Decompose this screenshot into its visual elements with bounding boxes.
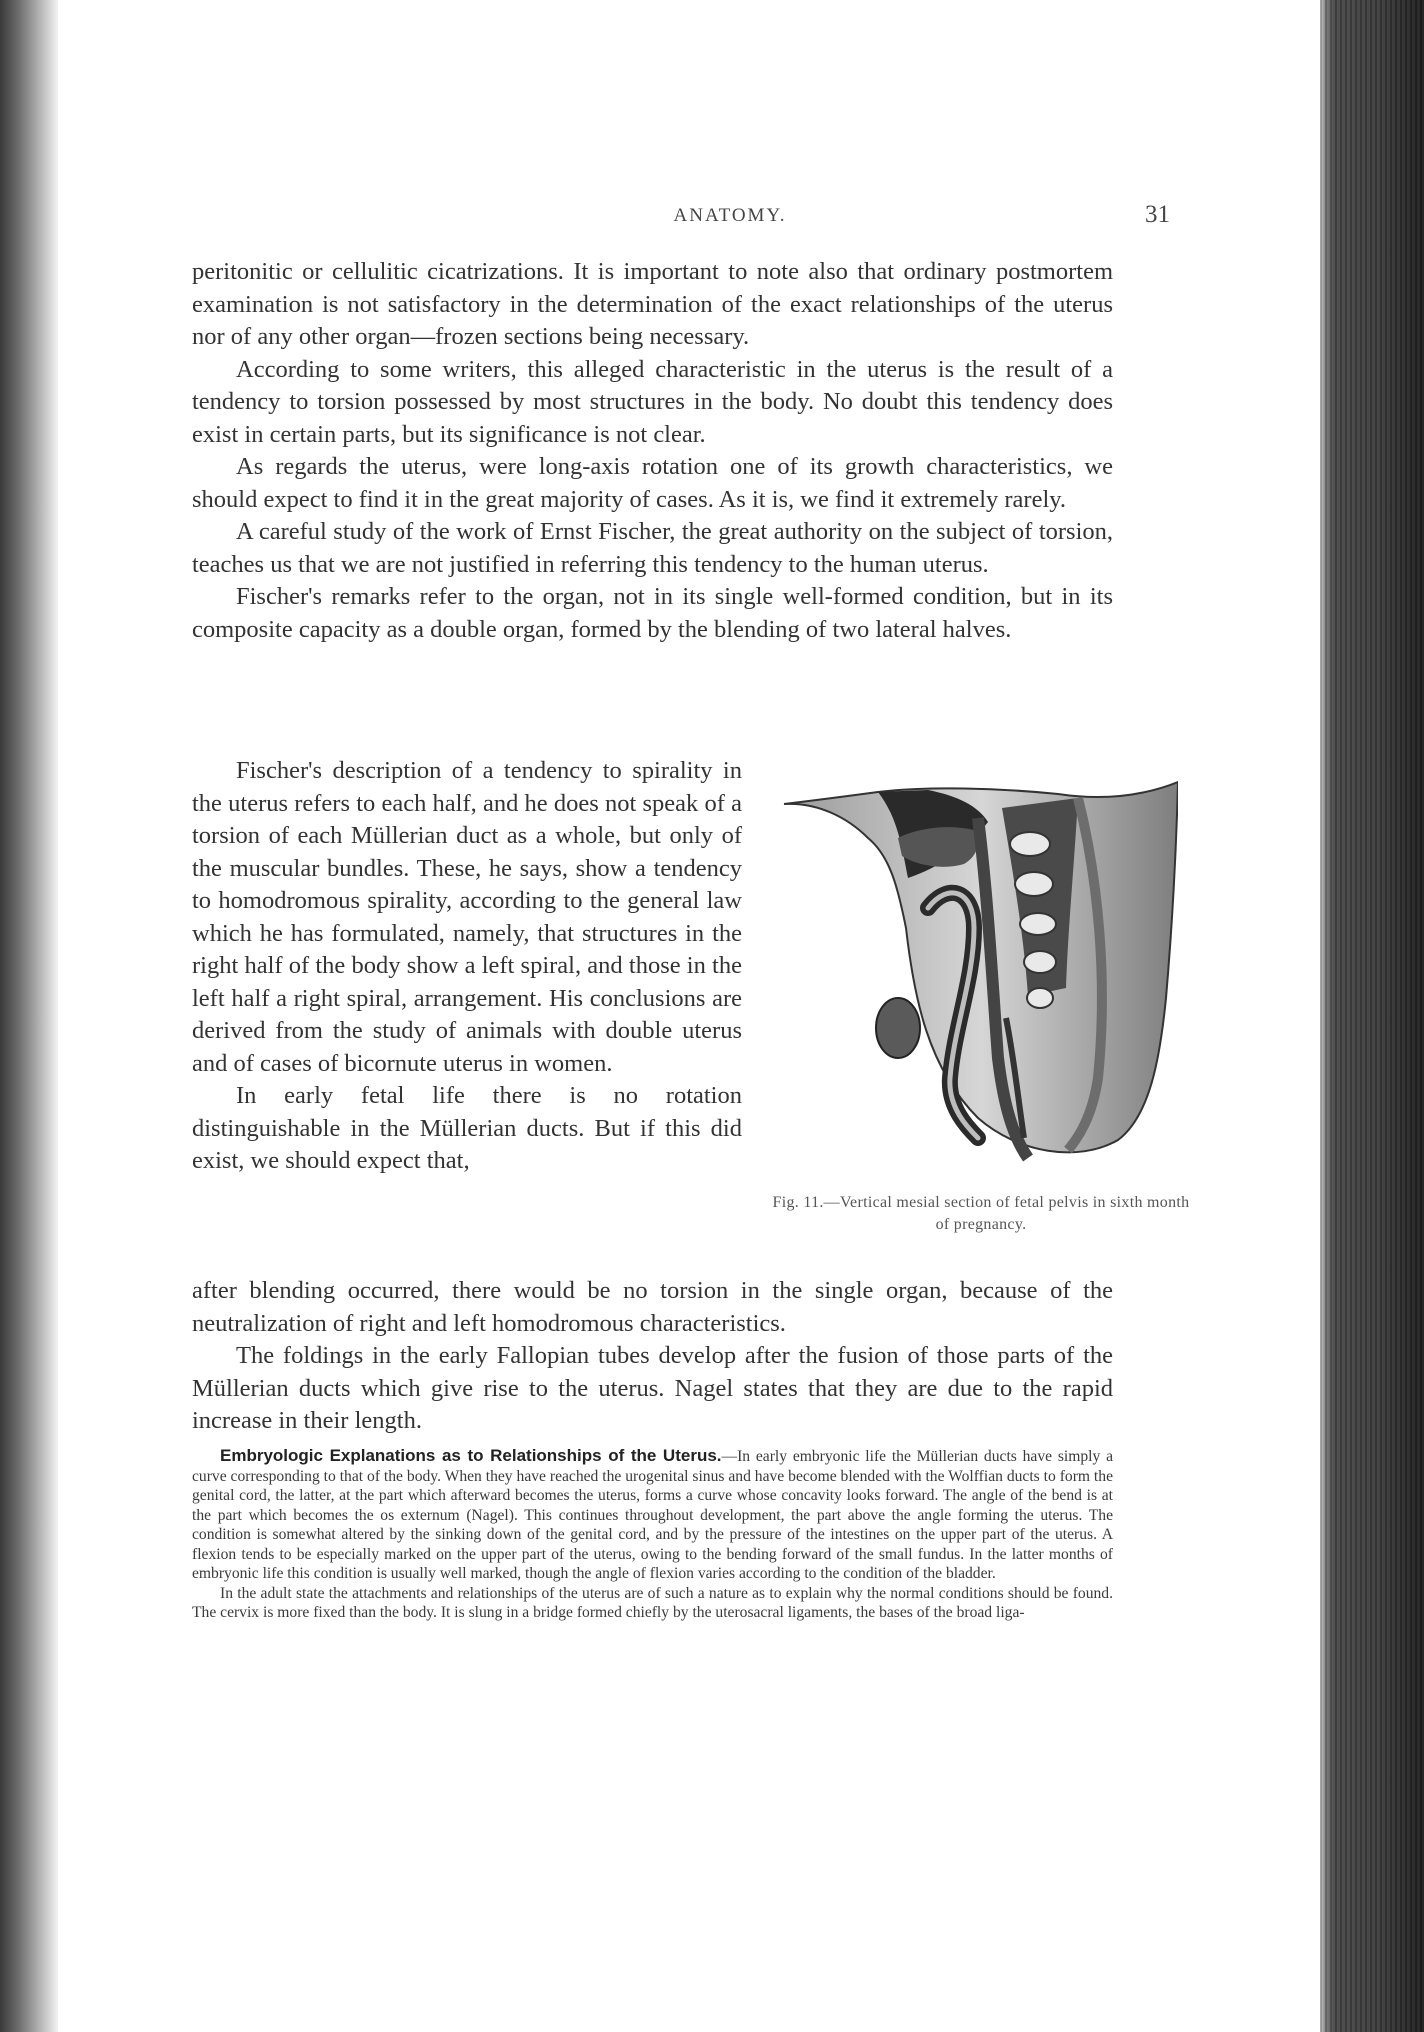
paragraph: The foldings in the early Fallopian tubes develop after the fusion of those parts of the Müllerian ducts which give rise to the uterus. Nagel states that they are due to the rapid increase in their length. bbox=[192, 1342, 1113, 1434]
book-page bbox=[58, 0, 1320, 2032]
running-head bbox=[290, 201, 1170, 235]
figure-caption: Fig. 11.—Vertical mesial section of fetal pelvis in sixth month of pregnancy. bbox=[772, 1194, 1190, 1233]
small-print-paragraph bbox=[192, 1446, 1113, 1584]
body-text-column bbox=[192, 755, 742, 1178]
page-stack-edge bbox=[1320, 0, 1424, 2032]
body-text-bottom bbox=[192, 1275, 1113, 1438]
paragraph: In early fetal life there is no rotation distinguishable in the Müllerian ducts. But if this did exist, we should expect that, bbox=[192, 1082, 742, 1174]
page-number: 31 bbox=[1145, 201, 1170, 228]
small-print-paragraph: In the adult state the attachments and relationships of the uterus are of such a nature as to explain why the normal conditions should be found. The cervix is more fixed than the body. It is slung in a bridge formed chiefly by the uterosacral ligaments, the bases of the broad liga- bbox=[192, 1584, 1113, 1621]
paragraph: peritonitic or cellulitic cicatrizations. It is important to note also that ordinary postmortem examination is not satisfactory in the determination of the exact relationships of the uterus nor of any other organ—frozen sections being necessary. bbox=[192, 258, 1113, 350]
paragraph: According to some writers, this alleged characteristic in the uterus is the result of a tendency to torsion possessed by most structures in the body. No doubt this tendency does exist in certain parts, but its significance is not clear. bbox=[192, 355, 1113, 448]
paragraph: A careful study of the work of Ernst Fischer, the great authority on the subject of torsion, teaches us that we are not justified in referring this tendency to the human uterus. bbox=[192, 518, 1113, 578]
small-print-section bbox=[192, 1446, 1113, 1623]
section-heading: Embryologic Explanations as to Relationships of the Uterus. bbox=[220, 1446, 722, 1465]
book-spine-shadow bbox=[0, 0, 58, 2032]
running-head-title: ANATOMY. bbox=[673, 205, 787, 226]
paragraph: As regards the uterus, were long-axis rotation one of its growth characteristics, we should expect to find it in the great majority of cases. As it is, we find it extremely rarely. bbox=[192, 453, 1113, 513]
small-print-text: —In early embryonic life the Müllerian ducts have simply a curve corresponding to that of the body. When they have reached the urogenital sinus and have become blended with the Wolffian ducts to form the genital cord, the latter, at the part which afterward becomes the uterus, forms a curve whose concavity looks forward. The angle of the bend is at the part which becomes the os externum (Nagel). This continues throughout development, the part above the angle forming the uterus. The condition is somewhat altered by the sinking down of the genital cord, and by the pressure of the intestines on the upper part of the uterus. A flexion tends to be especially marked on the upper part of the uterus, owing to the bending forward of the small fundus. In the latter months of embryonic life this condition is usually well marked, though the angle of flexion varies according to the condition of the bladder. bbox=[192, 1448, 1113, 1582]
pelvis-section-illustration bbox=[778, 778, 1178, 1168]
anatomical-figure bbox=[778, 778, 1178, 1168]
body-text-top bbox=[192, 256, 1113, 646]
paragraph: Fischer's remarks refer to the organ, not in its single well-formed condition, but in its composite capacity as a double organ, formed by the blending of two lateral halves. bbox=[192, 583, 1113, 643]
paragraph: after blending occurred, there would be no torsion in the single organ, because of the neutralization of right and left homodromous characteristics. bbox=[192, 1277, 1113, 1337]
paragraph: Fischer's description of a tendency to spirality in the uterus refers to each half, and he does not speak of a torsion of each Müllerian duct as a whole, but only of the muscular bundles. These, he says, show a tendency to homodromous spirality, according to the general law which he has formulated, namely, that structures in the right half of the body show a left spiral, and those in the left half a right spiral, arrangement. His conclusions are derived from the study of animals with double uterus and of cases of bicornute uterus in women. bbox=[192, 757, 742, 1077]
